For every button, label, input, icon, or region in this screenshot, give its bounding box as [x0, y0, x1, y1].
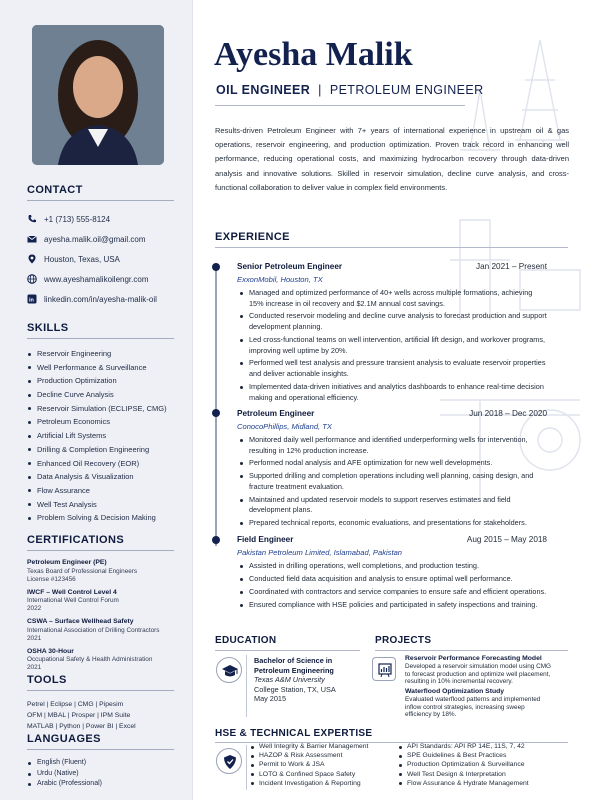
job-bullet: Monitored daily well performance and identified underperforming wells for intervention, resulting in 12% production increase.	[237, 435, 547, 456]
chart-board-icon	[373, 658, 397, 682]
skills-heading: SKILLS	[27, 322, 174, 339]
project-line: Developed a reservoir simulation model using CMG	[405, 662, 551, 670]
hse-item: Incident Investigation & Reporting	[250, 779, 368, 788]
certification-name: Petroleum Engineer (PE)	[27, 559, 107, 566]
certification-detail: Texas Board of Professional Engineers	[27, 567, 138, 575]
job-bullet: Ensured compliance with HSE policies and participated in safety inspections and training.	[237, 600, 547, 611]
project-line: inflow control strategies, increasing sweep	[405, 703, 525, 711]
job-title: Field Engineer	[237, 535, 294, 544]
job-bullet: Prepared technical reports, economic evaluations, and presentations for stakeholders.	[237, 518, 547, 529]
certification-name: IWCF – Well Control Level 4	[27, 588, 117, 596]
job-bullet: Led cross-functional teams on well intervention, artificial lift design, and workover programs, improving well uptime by 20%.	[237, 335, 547, 356]
globe-icon	[27, 274, 37, 284]
skill-item: Reservoir Simulation (ECLIPSE, CMG)	[27, 402, 174, 416]
skill-item: Well Test Analysis	[27, 498, 174, 512]
education-details	[254, 656, 364, 704]
hse-list-right	[398, 742, 529, 788]
project-line: to forecast production and optimize well placement,	[405, 670, 551, 678]
svg-text:in: in	[29, 297, 34, 304]
job-entry	[237, 409, 547, 531]
job-bullet: Coordinated with contractors and service companies to ensure safe and efficient operations.	[237, 587, 547, 598]
email-icon	[27, 234, 37, 244]
tools-line: MATLAB | Python | Power BI | Excel	[27, 723, 136, 730]
contact-heading: CONTACT	[27, 184, 174, 201]
job-bullet: Performed well test analysis and pressure transient analysis to evaluate reservoir properties and deliver actionable insights.	[237, 358, 547, 379]
project-line: resulting in 10% incremental recovery.	[405, 678, 513, 686]
job-bullet: Supported drilling and completion operations including well planning, casing design, and fracture treatment evaluation.	[237, 471, 547, 492]
project-title: Reservoir Performance Forecasting Model	[405, 655, 542, 662]
education-heading: EDUCATION	[215, 635, 277, 646]
hse-item: HAZOP & Risk Assessment	[250, 751, 368, 760]
certifications-heading: CERTIFICATIONS	[27, 534, 174, 551]
job-bullet: Managed and optimized performance of 40+ wells across multiple formations, achieving 15% increase in oil recovery and $2.1M annual cost savings.	[237, 288, 547, 309]
certifications-list	[27, 559, 174, 672]
degree-line: Petroleum Engineering	[254, 665, 334, 675]
certification-detail: 2021	[27, 664, 42, 671]
skill-item: Drilling & Completion Engineering	[27, 443, 174, 457]
timeline-dot	[212, 409, 220, 417]
certification-detail: Occupational Safety & Health Administration	[27, 656, 153, 663]
contact-website-text: www.ayeshamalikoilengr.com	[44, 274, 149, 284]
contact-location	[27, 249, 174, 269]
certification-name: CSWA – Surface Wellhead Safety	[27, 618, 134, 625]
job-bullet: Implemented data-driven initiatives and analytics dashboards to enhance real-time decision making and operational efficiency.	[237, 382, 547, 403]
skill-item: Data Analysis & Visualization	[27, 470, 174, 484]
certifications-section	[27, 534, 174, 677]
phone-icon	[27, 214, 37, 224]
certification-item	[27, 648, 174, 673]
certification-detail: International Well Control Forum	[27, 597, 119, 604]
job-title: Senior Petroleum Engineer	[237, 262, 343, 271]
header-divider	[215, 105, 465, 106]
tools-line: Petrel | Eclipse | CMG | Pipesim	[27, 701, 124, 708]
job-dates: Jun 2018 – Dec 2020	[469, 409, 547, 418]
job-dates: Jan 2021 – Present	[475, 262, 547, 271]
tools-section	[27, 674, 174, 732]
job-entry	[237, 262, 547, 405]
shield-icon	[217, 749, 243, 775]
graduation-date: May 2015	[254, 694, 287, 704]
skill-item: Reservoir Engineering	[27, 347, 174, 361]
skill-item: Artificial Lift Systems	[27, 429, 174, 443]
contact-linkedin-text: linkedin.com/in/ayesha-malik-oil	[44, 294, 157, 304]
certification-detail: 2021	[27, 634, 42, 642]
project-item	[405, 688, 570, 719]
skill-item: Petroleum Economics	[27, 415, 174, 429]
contact-email-text: ayesha.malik.oil@gmail.com	[44, 234, 146, 244]
skill-item: Decline Curve Analysis	[27, 388, 174, 402]
skill-item: Production Optimization	[27, 374, 174, 388]
experience-divider	[215, 247, 568, 248]
job-header	[237, 409, 547, 418]
skill-item: Enhanced Oil Recovery (EOR)	[27, 457, 174, 471]
skills-list	[27, 347, 174, 525]
job-header	[237, 535, 547, 544]
job-bullet: Maintained and updated reservoir models to support reserves estimates and field development plans.	[237, 495, 547, 516]
job-bullet: Performed nodal analysis and AFE optimization for new well developments.	[237, 458, 547, 469]
education-divider	[215, 650, 360, 651]
title-separator: |	[318, 83, 322, 97]
profile-summary: Results-driven Petroleum Engineer with 7+ years of international experience in upstream oil & gas operations, reservoir engineering, and production optimization. Proven track record in enhancing well performance, reducing operational costs, and maximizing hydrocarbon recovery through data-driven analysis and innovative solutions. Skilled in reservoir simulation, decline curve analysis, and cross-functional collaboration to deliver value in complex field environments.	[215, 126, 569, 192]
job-bullet: Conducted field data acquisition and analysis to ensure optimal well performance.	[237, 574, 547, 585]
contact-phone[interactable]	[27, 209, 174, 229]
tools-heading: TOOLS	[27, 674, 174, 691]
job-entry	[237, 535, 547, 613]
skill-item: Flow Assurance	[27, 484, 174, 498]
job-company: ConocoPhillips, Midland, TX	[237, 422, 332, 431]
linkedin-icon	[27, 294, 37, 304]
skill-item: Problem Solving & Decision Making	[27, 511, 174, 525]
language-item: Arabic (Professional)	[27, 779, 174, 790]
project-title: Waterflood Optimization Study	[405, 688, 505, 695]
job-bullet: Assisted in drilling operations, well completions, and production testing.	[237, 561, 547, 572]
contact-section	[27, 184, 174, 309]
certification-detail: International Association of Drilling Contractors	[27, 626, 160, 634]
project-line: efficiency by 18%.	[405, 711, 457, 719]
certification-item	[27, 618, 174, 643]
contact-phone-text: +1 (713) 555-8124	[44, 214, 111, 224]
project-line: Evaluated waterflood patterns and implemented	[405, 695, 541, 703]
language-item: English (Fluent)	[27, 758, 174, 769]
school-name: Texas A&M University	[254, 675, 325, 685]
contact-location-text: Houston, Texas, USA	[44, 254, 120, 264]
job-header	[237, 262, 547, 271]
language-item: Urdu (Native)	[27, 769, 174, 780]
hse-list-left	[250, 742, 368, 788]
education-icon-badge	[216, 657, 242, 683]
certification-detail: License #123456	[27, 575, 76, 583]
title-primary: OIL ENGINEER	[216, 83, 311, 97]
contact-linkedin[interactable]	[27, 289, 174, 309]
languages-heading: LANGUAGES	[27, 733, 174, 750]
job-dates: Aug 2015 – May 2018	[466, 535, 547, 544]
job-company: Pakistan Petroleum Limited, Islamabad, Pakistan	[237, 548, 403, 557]
certification-name: OSHA 30-Hour	[27, 647, 74, 655]
hse-item: Well Test Design & Interpretation	[398, 770, 529, 779]
skill-item: Well Performance & Surveillance	[27, 361, 174, 375]
timeline-dot	[212, 536, 220, 544]
certification-item	[27, 559, 174, 584]
projects-divider	[375, 650, 568, 651]
certification-detail: 2022	[27, 605, 42, 612]
job-company: ExxonMobil, Houston, TX	[237, 275, 323, 284]
hse-item: Well Integrity & Barrier Management	[250, 742, 368, 751]
job-title-line	[216, 83, 484, 97]
hse-item: API Standards: API RP 14E, 11S, 7, 42	[398, 742, 529, 751]
tools-line: OFM | MBAL | Prosper | IPM Suite	[27, 712, 131, 719]
hse-item: Production Optimization & Surveillance	[398, 760, 529, 769]
school-location: College Station, TX, USA	[254, 684, 336, 694]
hse-item: Flow Assurance & Hydrate Management	[398, 779, 529, 788]
hse-item: LOTO & Confined Space Safety	[250, 770, 368, 779]
project-item	[405, 655, 570, 686]
skills-section	[27, 322, 174, 525]
profile-photo	[32, 25, 164, 165]
candidate-name: Ayesha Malik	[214, 36, 413, 73]
degree-line: Bachelor of Science in	[254, 656, 333, 665]
location-pin-icon	[27, 254, 37, 264]
contact-email[interactable]	[27, 229, 174, 249]
job-title: Petroleum Engineer	[237, 409, 315, 418]
hse-heading: HSE & TECHNICAL EXPERTISE	[215, 728, 373, 739]
hse-item: SPE Guidelines & Best Practices	[398, 751, 529, 760]
hse-item: Permit to Work & JSA	[250, 760, 368, 769]
certification-item	[27, 589, 174, 614]
experience-heading: EXPERIENCE	[215, 231, 290, 243]
projects-heading: PROJECTS	[375, 635, 432, 646]
experience-timeline	[215, 264, 217, 546]
projects-icon-badge	[372, 657, 396, 681]
title-secondary: PETROLEUM ENGINEER	[329, 83, 484, 97]
contact-website[interactable]	[27, 269, 174, 289]
hse-icon-badge	[216, 748, 242, 774]
timeline-dot	[212, 263, 220, 271]
languages-section	[27, 733, 174, 790]
hse-separator	[246, 745, 247, 790]
graduation-cap-icon	[217, 658, 243, 684]
education-separator	[246, 655, 247, 717]
job-bullet: Conducted reservoir modeling and decline curve analysis to forecast production and support development planning.	[237, 311, 547, 332]
